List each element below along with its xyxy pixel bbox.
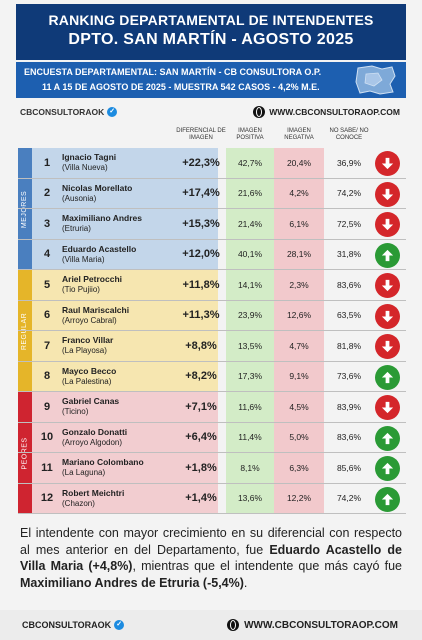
mayor-town: (Chazon)	[62, 498, 95, 508]
positive-image: 11,4%	[226, 423, 274, 453]
mayor-town: (Tio Pujiio)	[62, 285, 100, 294]
ranking-row	[18, 209, 406, 240]
mayor-name: Eduardo Acastello	[62, 243, 137, 254]
mayor-town: (Etruria)	[62, 224, 91, 233]
arrow-down-icon	[375, 395, 400, 420]
rank-number: 6	[43, 309, 51, 322]
unknown-share: 83,6%	[336, 432, 362, 443]
image-differential: +8,2%	[185, 370, 217, 383]
unknown-share: 74,2%	[336, 188, 362, 199]
unknown-share: 85,6%	[336, 462, 362, 473]
ranking-row	[18, 301, 406, 332]
rank-number: 1	[43, 156, 51, 169]
unknown-share: 83,9%	[336, 401, 362, 412]
image-differential: +6,4%	[185, 431, 217, 444]
summary-highlight-top: Eduardo Acastello de Villa Maria (+4,8%)	[20, 542, 402, 573]
footer-handle	[22, 620, 124, 630]
ranking-row	[18, 148, 406, 179]
image-differential: +15,3%	[182, 217, 220, 230]
negative-image: 5,0%	[274, 423, 324, 453]
mayor-town: (La Playosa)	[62, 346, 107, 355]
summary-text-1: El intendente con mayor crecimiento en su diferencial con respecto al mes anterior en del Departamento, fue	[20, 526, 402, 557]
column-header-negative: IMAGEN NEGATIVA	[284, 128, 314, 141]
column-header-unknown: NO SABE/ NO CONOCE	[329, 128, 369, 141]
unknown-share: 74,2%	[336, 493, 362, 504]
ranking-row	[18, 484, 406, 515]
mayor-name: Ariel Petrocchi	[62, 274, 122, 284]
arrow-up-icon	[375, 426, 400, 451]
positive-image: 17,3%	[226, 362, 274, 392]
mayor-town: (Villa Nueva)	[62, 163, 108, 172]
positive-image: 21,4%	[226, 209, 274, 239]
summary-text-2: , mientras que el intendente que más cayó fue	[132, 559, 402, 573]
footer-website-link[interactable]	[227, 619, 398, 631]
arrow-up-icon	[375, 487, 400, 512]
negative-image: 4,7%	[274, 331, 324, 361]
positive-image: 14,1%	[226, 270, 274, 300]
unknown-share: 81,8%	[336, 340, 362, 351]
group-label-peores: PEORES	[21, 436, 29, 470]
survey-info-banner	[16, 62, 406, 98]
mayor-name: Mayco Becco	[62, 365, 117, 376]
mayor-name: Gabriel Canas	[62, 396, 120, 406]
footer-handle-text: CBCONSULTORAOK	[22, 620, 112, 630]
unknown-share: 72,5%	[336, 218, 362, 229]
image-differential: +12,0%	[182, 248, 220, 261]
mayor-name: Nicolas Morellato	[62, 182, 133, 193]
rank-number: 4	[43, 248, 51, 261]
image-differential: +22,3%	[182, 156, 220, 169]
arrow-down-icon	[375, 212, 400, 237]
header-title-line2: DPTO. SAN MARTÍN - AGOSTO 2025	[68, 31, 354, 48]
ranking-row	[18, 240, 406, 271]
mayor-name: Franco Villar	[62, 335, 114, 345]
mayor-name: Ignacio Tagni	[62, 152, 117, 162]
ranking-row	[18, 270, 406, 301]
ranking-row	[18, 453, 406, 484]
positive-image: 21,6%	[226, 179, 274, 209]
rank-number: 12	[40, 492, 54, 505]
group-label-mejores: MEJORES	[21, 190, 29, 228]
survey-info-line2: 11 A 15 DE AGOSTO DE 2025 - MUESTRA 542 CASOS - 4,2% M.E.	[42, 82, 320, 92]
ranking-row	[18, 423, 406, 454]
ranking-row	[18, 362, 406, 393]
positive-image: 23,9%	[226, 301, 274, 331]
image-differential: +11,8%	[182, 278, 220, 291]
negative-image: 6,3%	[274, 453, 324, 483]
footer-website-text: WWW.CBCONSULTORAOP.COM	[244, 619, 398, 631]
mayor-name: Maximiliano Andres	[62, 213, 142, 223]
mayor-name: Gonzalo Donatti	[62, 426, 128, 437]
social-handle	[20, 107, 117, 117]
department-map-icon	[352, 64, 398, 96]
mayor-town: (La Laguna)	[62, 468, 106, 477]
negative-image: 20,4%	[274, 148, 324, 178]
image-differential: +11,3%	[182, 309, 220, 322]
mayor-name: Mariano Colombano	[62, 457, 144, 467]
globe-icon	[227, 619, 239, 631]
rank-number: 5	[43, 278, 51, 291]
negative-image: 12,2%	[274, 484, 324, 514]
positive-image: 13,6%	[226, 484, 274, 514]
survey-info-line1: ENCUESTA DEPARTAMENTAL: SAN MARTÍN - CB CONSULTORA O.P.	[24, 67, 322, 77]
header-banner	[16, 4, 406, 60]
positive-image: 13,5%	[226, 331, 274, 361]
mayor-town: (Arroyo Algodon)	[62, 437, 123, 447]
image-differential: +7,1%	[185, 400, 217, 413]
rank-number: 9	[43, 400, 51, 413]
unknown-share: 36,9%	[336, 157, 362, 168]
image-differential: +1,8%	[185, 461, 217, 474]
rank-number: 8	[43, 370, 51, 383]
rank-number: 10	[40, 431, 54, 444]
ranking-row	[18, 179, 406, 210]
negative-image: 4,2%	[274, 179, 324, 209]
rank-number: 2	[43, 187, 51, 200]
negative-image: 6,1%	[274, 209, 324, 239]
globe-icon	[253, 106, 265, 118]
arrow-down-icon	[375, 273, 400, 298]
negative-image: 4,5%	[274, 392, 324, 422]
positive-image: 11,6%	[226, 392, 274, 422]
image-differential: +8,8%	[185, 339, 217, 352]
ranking-table	[18, 148, 406, 514]
mayor-town: (Arroyo Cabral)	[62, 315, 117, 325]
rank-number: 3	[43, 217, 51, 230]
ranking-row	[18, 392, 406, 423]
footer	[0, 610, 422, 640]
positive-image: 8,1%	[226, 453, 274, 483]
mayor-town: (Villa Maria)	[62, 254, 105, 264]
summary-text-3: .	[243, 575, 248, 590]
arrow-up-icon	[375, 243, 400, 268]
unknown-share: 83,6%	[336, 279, 362, 290]
image-differential: +1,4%	[185, 492, 217, 505]
summary-highlight-bottom: Maximiliano Andres de Etruria (-5,4%)	[20, 575, 244, 590]
group-label-regular: REGULAR	[21, 312, 29, 350]
unknown-share: 31,8%	[336, 249, 362, 260]
mayor-name: Robert Meichtri	[62, 487, 125, 498]
mayor-name: Raul Mariscalchi	[62, 304, 130, 315]
negative-image: 9,1%	[274, 362, 324, 392]
website-text: WWW.CBCONSULTORAOP.COM	[269, 107, 400, 117]
positive-image: 42,7%	[226, 148, 274, 178]
arrow-down-icon	[375, 151, 400, 176]
summary-note	[20, 525, 402, 591]
website-link[interactable]	[253, 106, 400, 118]
column-header-diff: DIFERENCIAL DE IMAGEN	[176, 128, 226, 141]
negative-image: 28,1%	[274, 240, 324, 270]
arrow-down-icon	[375, 334, 400, 359]
image-differential: +17,4%	[182, 187, 220, 200]
rank-number: 11	[41, 461, 53, 474]
mayor-town: (Ticino)	[62, 407, 89, 416]
arrow-up-icon	[375, 365, 400, 390]
unknown-share: 73,6%	[336, 371, 362, 382]
column-header-positive: IMAGEN POSITIVA	[236, 128, 264, 141]
mayor-town: (La Palestina)	[62, 376, 112, 386]
rank-number: 7	[43, 339, 51, 352]
positive-image: 40,1%	[226, 240, 274, 270]
arrow-down-icon	[375, 182, 400, 207]
arrow-down-icon	[375, 304, 400, 329]
verified-badge-icon: ✓	[107, 107, 117, 117]
arrow-up-icon	[375, 456, 400, 481]
verified-badge-icon: ✓	[114, 620, 124, 630]
negative-image: 2,3%	[274, 270, 324, 300]
unknown-share: 63,5%	[336, 310, 362, 321]
mayor-town: (Ausonia)	[62, 193, 97, 203]
social-handle-text: CBCONSULTORAOK	[20, 107, 105, 117]
negative-image: 12,6%	[274, 301, 324, 331]
header-title-line1: RANKING DEPARTAMENTAL DE INTENDENTES	[48, 12, 374, 28]
ranking-row	[18, 331, 406, 362]
